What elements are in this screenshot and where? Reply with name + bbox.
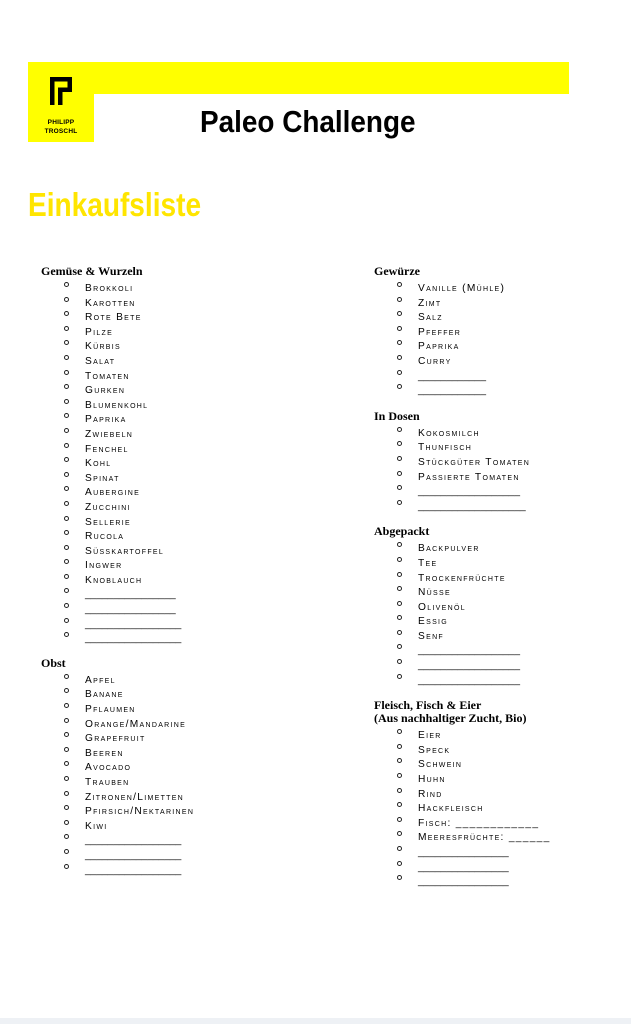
circle-bullet-icon xyxy=(397,340,402,345)
page-subtitle: Einkaufsliste xyxy=(28,186,202,223)
item-label: Knoblauch xyxy=(85,574,143,586)
circle-bullet-icon xyxy=(397,572,402,577)
circle-bullet-icon xyxy=(64,282,69,287)
circle-bullet-icon xyxy=(64,399,69,404)
item-label: Beeren xyxy=(85,747,124,759)
item-list xyxy=(374,538,624,684)
item-label: Meeresfrüchte: ______ xyxy=(418,832,551,844)
circle-bullet-icon xyxy=(397,817,402,822)
circle-bullet-icon xyxy=(64,413,69,418)
item-label: _________________ xyxy=(85,835,182,847)
circle-bullet-icon xyxy=(397,659,402,664)
circle-bullet-icon xyxy=(64,428,69,433)
item-label: Pilze xyxy=(85,326,114,338)
list-item xyxy=(41,757,321,772)
item-label: ________________ xyxy=(85,604,176,616)
item-label: Paprika xyxy=(85,414,127,426)
circle-bullet-icon xyxy=(64,326,69,331)
item-label: Grapefruit xyxy=(85,733,146,745)
list-item xyxy=(41,614,321,629)
list-item xyxy=(41,714,321,729)
item-label: _________________ xyxy=(85,864,182,876)
item-label: Kokosmilch xyxy=(418,427,480,439)
item-label: Schwein xyxy=(418,759,463,771)
item-label: Pflaumen xyxy=(85,704,136,716)
circle-bullet-icon xyxy=(64,297,69,302)
circle-bullet-icon xyxy=(397,557,402,562)
circle-bullet-icon xyxy=(397,861,402,866)
right-column xyxy=(374,265,624,886)
circle-bullet-icon xyxy=(397,586,402,591)
circle-bullet-icon xyxy=(64,688,69,693)
circle-bullet-icon xyxy=(64,718,69,723)
list-item xyxy=(374,670,624,685)
list-item xyxy=(374,366,624,381)
circle-bullet-icon xyxy=(397,644,402,649)
item-label: _________________ xyxy=(85,633,182,645)
section-obst xyxy=(41,657,321,874)
item-label: Pfirsich/Nektarinen xyxy=(85,806,195,818)
circle-bullet-icon xyxy=(397,773,402,778)
item-label: Ingwer xyxy=(85,560,123,572)
list-item xyxy=(41,845,321,860)
list-item xyxy=(41,380,321,395)
list-item xyxy=(374,754,624,769)
list-item xyxy=(41,555,321,570)
list-item xyxy=(374,769,624,784)
logo-p-mark-icon xyxy=(50,77,72,105)
item-label: Tee xyxy=(418,557,438,569)
item-label: __________________ xyxy=(418,645,520,657)
item-list xyxy=(41,670,321,874)
section-title-note: (Aus nachhaltiger Zucht, Bio) xyxy=(374,711,527,726)
list-item xyxy=(41,351,321,366)
circle-bullet-icon xyxy=(64,834,69,839)
item-label: Passierte Tomaten xyxy=(418,471,520,483)
list-item xyxy=(374,293,624,308)
list-item xyxy=(41,787,321,802)
list-item xyxy=(374,842,624,857)
circle-bullet-icon xyxy=(397,802,402,807)
circle-bullet-icon xyxy=(64,559,69,564)
item-label: Vanille (Mühle) xyxy=(418,283,506,294)
item-label: Hackfleisch xyxy=(418,803,484,815)
list-item xyxy=(41,497,321,512)
brand-logo xyxy=(28,62,94,142)
list-item xyxy=(374,553,624,568)
section-gewuerze xyxy=(374,265,624,395)
item-label: ____________ xyxy=(418,385,486,397)
circle-bullet-icon xyxy=(64,791,69,796)
list-item xyxy=(374,597,624,612)
circle-bullet-icon xyxy=(397,297,402,302)
list-item xyxy=(374,496,624,511)
circle-bullet-icon xyxy=(397,615,402,620)
item-label: Sellerie xyxy=(85,516,131,528)
circle-bullet-icon xyxy=(64,776,69,781)
item-list xyxy=(374,725,624,886)
list-item xyxy=(41,541,321,556)
circle-bullet-icon xyxy=(64,588,69,593)
circle-bullet-icon xyxy=(64,340,69,345)
brand-name-line1: PHILIPP xyxy=(47,119,75,126)
section-title: Abgepackt xyxy=(374,524,430,539)
item-label: Essig xyxy=(418,616,449,628)
item-label: Aubergine xyxy=(85,487,141,499)
item-label: Apfel xyxy=(85,674,116,686)
list-item xyxy=(374,481,624,496)
circle-bullet-icon xyxy=(64,632,69,637)
list-item xyxy=(41,860,321,875)
section-title: Gewürze xyxy=(374,264,420,278)
circle-bullet-icon xyxy=(64,732,69,737)
list-item xyxy=(41,409,321,424)
circle-bullet-icon xyxy=(397,471,402,476)
item-label: Spinat xyxy=(85,472,120,484)
item-label: Zwiebeln xyxy=(85,428,134,440)
item-label: __________________ xyxy=(418,486,520,498)
bottom-edge xyxy=(0,1018,631,1024)
list-item xyxy=(374,611,624,626)
list-item xyxy=(41,439,321,454)
circle-bullet-icon xyxy=(64,674,69,679)
item-label: Backpulver xyxy=(418,543,480,555)
item-label: Avocado xyxy=(85,762,132,774)
item-label: Zitronen/Limetten xyxy=(85,791,185,803)
circle-bullet-icon xyxy=(397,384,402,389)
circle-bullet-icon xyxy=(64,457,69,462)
item-label: Kürbis xyxy=(85,341,121,353)
circle-bullet-icon xyxy=(64,761,69,766)
circle-bullet-icon xyxy=(397,427,402,432)
list-item xyxy=(374,655,624,670)
page-title: Paleo Challenge xyxy=(200,104,416,139)
list-item xyxy=(374,538,624,553)
list-item xyxy=(374,437,624,452)
item-label: Paprika xyxy=(418,341,460,353)
section-title: Obst xyxy=(41,655,66,670)
list-item xyxy=(374,336,624,351)
item-label: Salat xyxy=(85,355,116,367)
list-item xyxy=(374,380,624,395)
list-item xyxy=(41,468,321,483)
list-item xyxy=(41,322,321,337)
section-title: In Dosen xyxy=(374,408,420,423)
list-item xyxy=(374,582,624,597)
list-item xyxy=(374,423,624,438)
list-item xyxy=(41,743,321,758)
list-item xyxy=(41,482,321,497)
list-item xyxy=(41,584,321,599)
circle-bullet-icon xyxy=(64,370,69,375)
circle-bullet-icon xyxy=(397,326,402,331)
circle-bullet-icon xyxy=(64,574,69,579)
left-column xyxy=(41,265,321,874)
item-label: Nüsse xyxy=(418,587,451,599)
circle-bullet-icon xyxy=(397,758,402,763)
list-item xyxy=(374,871,624,886)
section-abgepackt xyxy=(374,525,624,684)
item-label: Fisch: ____________ xyxy=(418,817,540,829)
item-label: Thunfisch xyxy=(418,442,473,454)
item-label: Süsskartoffel xyxy=(85,545,165,557)
item-label: Trockenfrüchte xyxy=(418,572,506,584)
list-item xyxy=(41,307,321,322)
list-item xyxy=(374,278,624,293)
list-item xyxy=(374,351,624,366)
list-item xyxy=(41,424,321,439)
circle-bullet-icon xyxy=(64,516,69,521)
circle-bullet-icon xyxy=(64,820,69,825)
section-title: Gemüse & Wurzeln xyxy=(41,264,143,278)
item-label: __________________ xyxy=(418,674,520,686)
circle-bullet-icon xyxy=(397,542,402,547)
item-label: Eier xyxy=(418,730,442,742)
item-label: ________________ xyxy=(418,861,509,873)
circle-bullet-icon xyxy=(64,849,69,854)
item-list xyxy=(41,278,321,643)
circle-bullet-icon xyxy=(64,311,69,316)
list-item xyxy=(41,684,321,699)
item-label: Senf xyxy=(418,630,444,642)
item-label: Zimt xyxy=(418,297,442,309)
circle-bullet-icon xyxy=(397,601,402,606)
circle-bullet-icon xyxy=(64,618,69,623)
item-label: Zucchini xyxy=(85,501,131,513)
list-item xyxy=(41,816,321,831)
list-item xyxy=(41,628,321,643)
list-item xyxy=(374,798,624,813)
circle-bullet-icon xyxy=(64,486,69,491)
circle-bullet-icon xyxy=(64,545,69,550)
item-label: Olivenöl xyxy=(418,601,466,613)
list-item xyxy=(41,293,321,308)
item-label: __________________ xyxy=(418,660,520,672)
list-item xyxy=(41,772,321,787)
section-title: Fleisch, Fisch & Eier xyxy=(374,698,482,713)
item-label: Kiwi xyxy=(85,820,108,832)
item-label: Speck xyxy=(418,744,451,756)
list-item xyxy=(374,322,624,337)
circle-bullet-icon xyxy=(64,805,69,810)
circle-bullet-icon xyxy=(397,846,402,851)
circle-bullet-icon xyxy=(397,456,402,461)
item-label: Karotten xyxy=(85,297,136,309)
header-yellow-band xyxy=(28,62,569,94)
list-item xyxy=(41,526,321,541)
circle-bullet-icon xyxy=(397,630,402,635)
item-label: Gurken xyxy=(85,385,126,397)
circle-bullet-icon xyxy=(397,282,402,287)
circle-bullet-icon xyxy=(64,355,69,360)
item-label: ________________ xyxy=(418,876,509,888)
list-item xyxy=(41,278,321,293)
item-label: Curry xyxy=(418,355,452,367)
circle-bullet-icon xyxy=(397,370,402,375)
list-item xyxy=(374,725,624,740)
circle-bullet-icon xyxy=(397,355,402,360)
item-list xyxy=(374,278,624,395)
item-label: ________________ xyxy=(418,847,509,858)
list-item xyxy=(374,740,624,755)
circle-bullet-icon xyxy=(397,831,402,836)
item-label: Blumenkohl xyxy=(85,399,149,411)
list-item xyxy=(41,512,321,527)
list-item xyxy=(41,570,321,585)
list-item xyxy=(41,453,321,468)
circle-bullet-icon xyxy=(64,472,69,477)
list-item xyxy=(374,784,624,799)
item-label: Kohl xyxy=(85,458,112,470)
item-label: _________________ xyxy=(85,618,182,630)
list-item xyxy=(374,827,624,842)
list-item xyxy=(41,366,321,381)
item-label: Orange/Mandarine xyxy=(85,718,187,730)
circle-bullet-icon xyxy=(64,747,69,752)
item-label: Tomaten xyxy=(85,370,130,382)
section-gemuese xyxy=(41,265,321,643)
list-item xyxy=(374,813,624,828)
item-label: Rind xyxy=(418,788,443,800)
list-item xyxy=(374,626,624,641)
item-label: _________________ xyxy=(85,849,182,861)
section-dosen xyxy=(374,410,624,511)
circle-bullet-icon xyxy=(64,864,69,869)
item-label: Rucola xyxy=(85,531,125,543)
circle-bullet-icon xyxy=(64,603,69,608)
brand-name-line2: TROSCHL xyxy=(44,128,78,135)
item-label: Pfeffer xyxy=(418,326,462,338)
item-label: Banane xyxy=(85,689,124,701)
list-item xyxy=(41,801,321,816)
list-item xyxy=(374,568,624,583)
circle-bullet-icon xyxy=(397,729,402,734)
circle-bullet-icon xyxy=(64,530,69,535)
item-label: Huhn xyxy=(418,774,446,786)
item-label: Trauben xyxy=(85,777,130,788)
circle-bullet-icon xyxy=(397,441,402,446)
list-item xyxy=(41,670,321,685)
item-list xyxy=(374,423,624,511)
item-label: ___________________ xyxy=(418,500,526,512)
item-label: ____________ xyxy=(418,370,486,382)
circle-bullet-icon xyxy=(397,788,402,793)
circle-bullet-icon xyxy=(397,500,402,505)
item-label: Salz xyxy=(418,312,443,324)
list-item xyxy=(374,467,624,482)
list-item xyxy=(374,452,624,467)
item-label: Stückgüter Tomaten xyxy=(418,456,531,468)
circle-bullet-icon xyxy=(397,875,402,880)
circle-bullet-icon xyxy=(64,384,69,389)
item-label: Fenchel xyxy=(85,443,129,455)
circle-bullet-icon xyxy=(397,674,402,679)
list-item xyxy=(41,830,321,845)
list-item xyxy=(374,307,624,322)
circle-bullet-icon xyxy=(64,501,69,506)
circle-bullet-icon xyxy=(64,703,69,708)
list-item xyxy=(41,395,321,410)
section-fleisch xyxy=(374,699,624,886)
item-label: Brokkoli xyxy=(85,283,134,294)
item-label: ________________ xyxy=(85,589,176,601)
list-item xyxy=(374,857,624,872)
list-item xyxy=(41,336,321,351)
list-item xyxy=(41,728,321,743)
circle-bullet-icon xyxy=(64,443,69,448)
list-item xyxy=(41,599,321,614)
circle-bullet-icon xyxy=(397,485,402,490)
circle-bullet-icon xyxy=(397,744,402,749)
item-label: Rote Bete xyxy=(85,312,142,324)
circle-bullet-icon xyxy=(397,311,402,316)
list-item xyxy=(374,640,624,655)
list-item xyxy=(41,699,321,714)
